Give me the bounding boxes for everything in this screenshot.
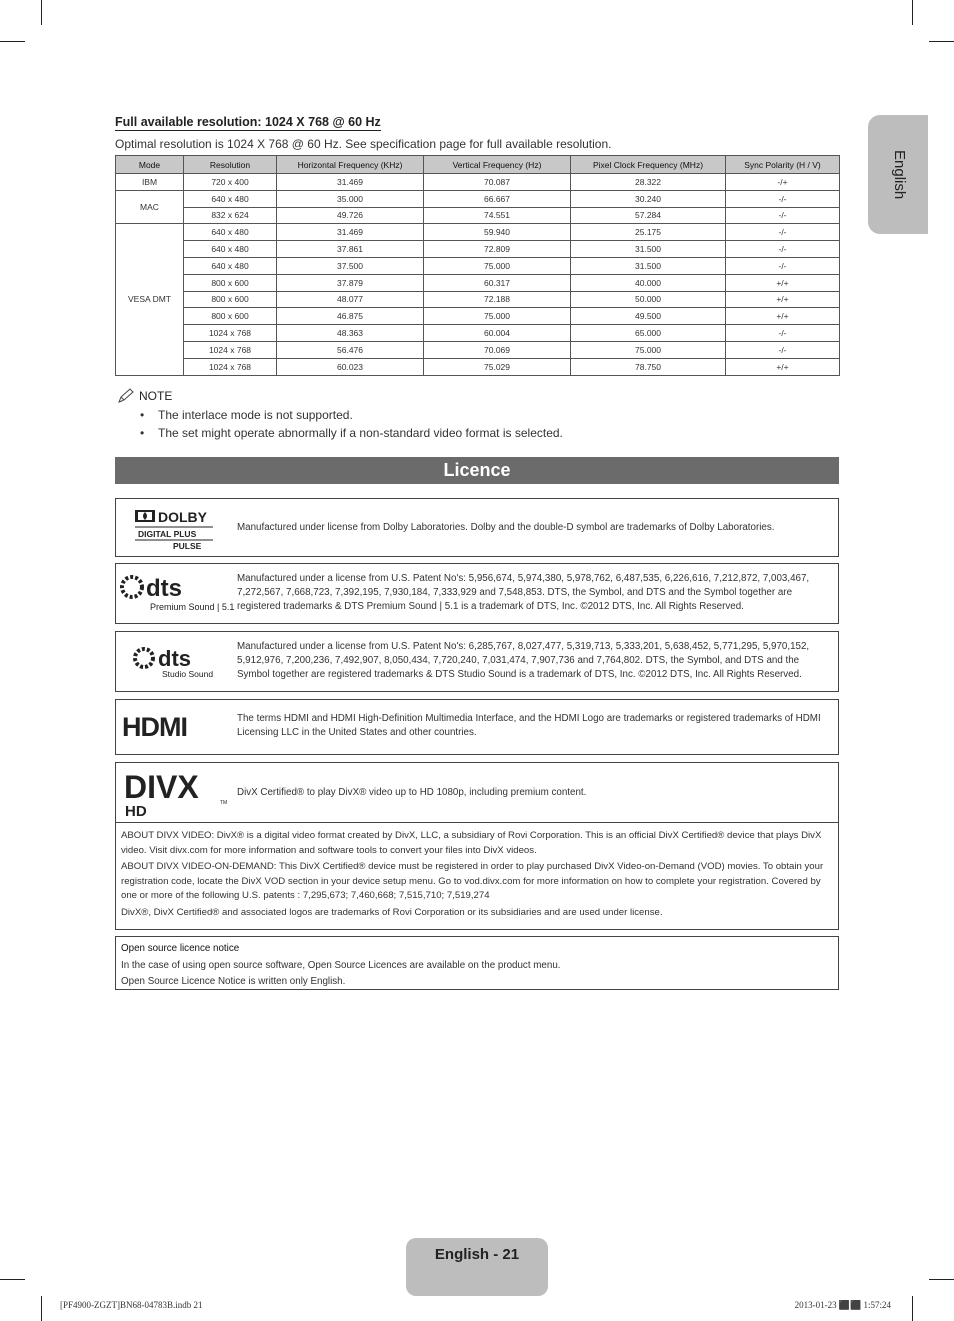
pencil-icon: [117, 388, 135, 404]
table-cell: 640 x 480: [184, 190, 277, 207]
crop-mark: [929, 1279, 954, 1280]
table-row: [116, 291, 840, 308]
table-cell: 30.240: [571, 190, 726, 207]
table-cell: 75.000: [424, 257, 571, 274]
licence-heading: Licence: [115, 457, 839, 484]
table-cell: 800 x 600: [184, 308, 277, 325]
page-number-label: English - 21: [434, 1246, 520, 1263]
crop-mark: [41, 0, 42, 25]
open-source-line: In the case of using open source software, Open Source Licences are available on the product menu.: [121, 959, 561, 971]
table-cell: 832 x 624: [184, 207, 277, 224]
table-cell: 56.476: [277, 341, 424, 358]
note-label: NOTE: [139, 389, 173, 403]
table-cell: 49.726: [277, 207, 424, 224]
dolby-licence-box: [115, 498, 839, 557]
column-header: Mode: [116, 156, 184, 174]
table-cell: 25.175: [571, 224, 726, 241]
crop-mark: [912, 1296, 913, 1321]
table-cell: 70.069: [424, 341, 571, 358]
mode-cell: MAC: [116, 190, 184, 224]
table-cell: 31.500: [571, 241, 726, 258]
dolby-logo-word: DOLBY: [158, 508, 207, 525]
table-cell: 60.317: [424, 274, 571, 291]
crop-mark: [929, 41, 954, 42]
column-header: Resolution: [184, 156, 277, 174]
divx-licence-text: DivX Certified® to play DivX® video up to HD 1080p, including premium content.: [237, 787, 587, 798]
open-source-line: Open Source Licence Notice is written only English.: [121, 976, 346, 987]
table-cell: -/-: [726, 341, 840, 358]
column-header: Vertical Frequency (Hz): [424, 156, 571, 174]
table-cell: 78.750: [571, 358, 726, 375]
resolution-title: Full available resolution: 1024 X 768 @ 60 Hz: [115, 115, 381, 129]
dolby-logo: [116, 499, 232, 556]
dts-premium-licence-box: [115, 563, 839, 624]
column-header: Sync Polarity (H / V): [726, 156, 840, 174]
table-cell: 60.004: [424, 325, 571, 342]
table-header-row: [116, 156, 840, 174]
divx-logo-word: DIVX: [124, 769, 199, 805]
table-cell: 65.000: [571, 325, 726, 342]
table-cell: 48.363: [277, 325, 424, 342]
table-cell: 1024 x 768: [184, 358, 277, 375]
language-side-tab: [868, 115, 928, 234]
dts-logo-word: dts: [146, 574, 182, 602]
dts-studio-licence-text: Manufactured under a license from U.S. Patent No's: 6,285,767, 8,027,477, 5,319,713, 5,333,201, 5,638,452, 5,771,295, 5,970,152, 5,912,976, 7,200,236, 7,492,907, 8,050,434, 7,720,240, 7,031,474, 7,907,736 and 7,764,802. DTS, the Symbol, and DTS and the Symbol together are registered trademarks & DTS Studio Sound is a trademark of DTS, Inc. ©2012 DTS, Inc. All Rights Reserved.: [237, 641, 810, 680]
table-cell: 31.469: [277, 174, 424, 191]
table-cell: -/-: [726, 224, 840, 241]
table-cell: +/+: [726, 274, 840, 291]
table-row: [116, 241, 840, 258]
table-row: [116, 325, 840, 342]
table-cell: 28.322: [571, 174, 726, 191]
table-cell: -/-: [726, 190, 840, 207]
note-item-text: The set might operate abnormally if a non-standard video format is selected.: [158, 426, 563, 440]
table-cell: 1024 x 768: [184, 325, 277, 342]
table-row: [116, 190, 840, 207]
dts-premium-licence-text: Manufactured under a license from U.S. Patent No's: 5,956,674, 5,974,380, 5,978,762, 6,487,535, 6,226,616, 7,212,872, 7,003,467, 7,272,567, 7,668,723, 7,392,195, 7,930,184, 7,333,929 and 7,548,853. DTS, the Symbol, and DTS and the Symbol together are registered trademarks & DTS Premium Sound | 5.1 is a trademark of DTS, Inc. ©2012 DTS, Inc. All Rights Reserved.: [237, 573, 810, 612]
divx-logo: [116, 763, 232, 823]
table-cell: 70.087: [424, 174, 571, 191]
table-cell: -/+: [726, 174, 840, 191]
open-source-notice: [115, 936, 839, 990]
divx-about-paragraph: DivX®, DivX Certified® and associated logos are trademarks of Rovi Corporation or its subsidiaries and are used under license.: [121, 906, 663, 918]
dts-studio-logo: [116, 632, 232, 691]
table-cell: 720 x 400: [184, 174, 277, 191]
dts-logo-sub: Premium Sound | 5.1: [150, 601, 235, 612]
crop-mark: [0, 1279, 25, 1280]
table-cell: 75.029: [424, 358, 571, 375]
footer-file-info: [PF4900-ZGZT]BN68-04783B.indb 21: [60, 1300, 203, 1310]
table-cell: 640 x 480: [184, 257, 277, 274]
divx-about-section: [115, 822, 839, 930]
table-cell: 60.023: [277, 358, 424, 375]
table-cell: +/+: [726, 308, 840, 325]
table-cell: 72.188: [424, 291, 571, 308]
table-cell: 75.000: [571, 341, 726, 358]
dts-premium-logo: [116, 564, 235, 623]
divx-about-paragraph: ABOUT DIVX VIDEO-ON-DEMAND: This DivX Certified® device must be registered in order to play purchased DivX Video-on-Demand (VOD) movies. To obtain your registration code, locate the DivX VOD section in your device setup menu. Go to vod.divx.com for more information on how to complete your registration. Covered by one or more of the following U.S. patents : 7,295,673; 7,460,668; 7,515,710; 7,519,274: [121, 861, 824, 901]
dts-studio-logo-sub: Studio Sound: [162, 668, 214, 679]
table-cell: 37.879: [277, 274, 424, 291]
list-item: • The interlace mode is not supported.: [140, 408, 563, 426]
crop-mark: [912, 0, 913, 25]
page-number-tab: [406, 1238, 548, 1296]
list-item: • The set might operate abnormally if a non-standard video format is selected.: [140, 426, 563, 444]
divx-about-paragraph: ABOUT DIVX VIDEO: DivX® is a digital video format created by DivX, LLC, a subsidiary of Rovi Corporation. This is an official DivX Certified® device that plays DivX video. Visit divx.com for more information and software tools to convert your files into DivX videos.: [121, 830, 822, 856]
dts-studio-logo-word: dts: [158, 645, 191, 671]
table-row: [116, 308, 840, 325]
table-cell: -/-: [726, 257, 840, 274]
table-cell: 49.500: [571, 308, 726, 325]
table-cell: 50.000: [571, 291, 726, 308]
dolby-licence-text: Manufactured under license from Dolby Laboratories. Dolby and the double-D symbol are trademarks of Dolby Laboratories.: [237, 522, 775, 533]
table-row: [116, 257, 840, 274]
table-cell: 75.000: [424, 308, 571, 325]
mode-cell: IBM: [116, 174, 184, 191]
table-cell: 72.809: [424, 241, 571, 258]
note-list: [140, 408, 563, 444]
table-row: [116, 207, 840, 224]
column-header: Horizontal Frequency (KHz): [277, 156, 424, 174]
table-cell: +/+: [726, 291, 840, 308]
table-cell: 37.861: [277, 241, 424, 258]
divx-logo-sub: HD: [125, 803, 147, 820]
hdmi-licence-text: The terms HDMI and HDMI High-Definition Multimedia Interface, and the HDMI Logo are trademarks or registered trademarks of HDMI Licensing LLC in the United States and other countries.: [237, 713, 821, 738]
open-source-title: Open source licence notice: [121, 943, 240, 954]
table-cell: 74.551: [424, 207, 571, 224]
dolby-logo-line1: DIGITAL PLUS: [138, 528, 197, 539]
note-heading: [117, 388, 172, 404]
table-cell: 640 x 480: [184, 224, 277, 241]
divx-licence-box: [115, 762, 839, 823]
hdmi-logo-word: HDMI: [122, 712, 187, 742]
note-item-text: The interlace mode is not supported.: [158, 408, 353, 422]
table-row: [116, 224, 840, 241]
footer-timestamp: 2013-01-23 ⬛⬛ 1:57:24: [794, 1300, 891, 1310]
dolby-logo-line2: PULSE: [173, 540, 202, 551]
table-cell: 1024 x 768: [184, 341, 277, 358]
table-cell: 59.940: [424, 224, 571, 241]
crop-mark: [0, 41, 25, 42]
table-cell: 800 x 600: [184, 274, 277, 291]
table-cell: 37.500: [277, 257, 424, 274]
resolution-subtitle: Optimal resolution is 1024 X 768 @ 60 Hz. See specification page for full available resolution.: [115, 137, 612, 151]
table-cell: +/+: [726, 358, 840, 375]
table-cell: -/-: [726, 207, 840, 224]
resolution-table: [115, 155, 840, 376]
table-cell: -/-: [726, 325, 840, 342]
table-row: [116, 341, 840, 358]
table-cell: 40.000: [571, 274, 726, 291]
mode-cell: VESA DMT: [116, 224, 184, 375]
language-side-tab-label: English: [891, 150, 908, 200]
divx-logo-tm: TM: [220, 800, 228, 806]
table-row: [116, 174, 840, 191]
table-cell: 35.000: [277, 190, 424, 207]
table-cell: 31.500: [571, 257, 726, 274]
hdmi-logo: [116, 700, 232, 754]
table-cell: 46.875: [277, 308, 424, 325]
table-cell: 640 x 480: [184, 241, 277, 258]
table-cell: 800 x 600: [184, 291, 277, 308]
table-cell: 31.469: [277, 224, 424, 241]
table-cell: -/-: [726, 241, 840, 258]
table-row: [116, 274, 840, 291]
table-row: [116, 358, 840, 375]
crop-mark: [41, 1296, 42, 1321]
dts-studio-licence-box: [115, 631, 839, 692]
table-cell: 48.077: [277, 291, 424, 308]
table-cell: 57.284: [571, 207, 726, 224]
column-header: Pixel Clock Frequency (MHz): [571, 156, 726, 174]
hdmi-licence-box: [115, 699, 839, 755]
table-cell: 66.667: [424, 190, 571, 207]
